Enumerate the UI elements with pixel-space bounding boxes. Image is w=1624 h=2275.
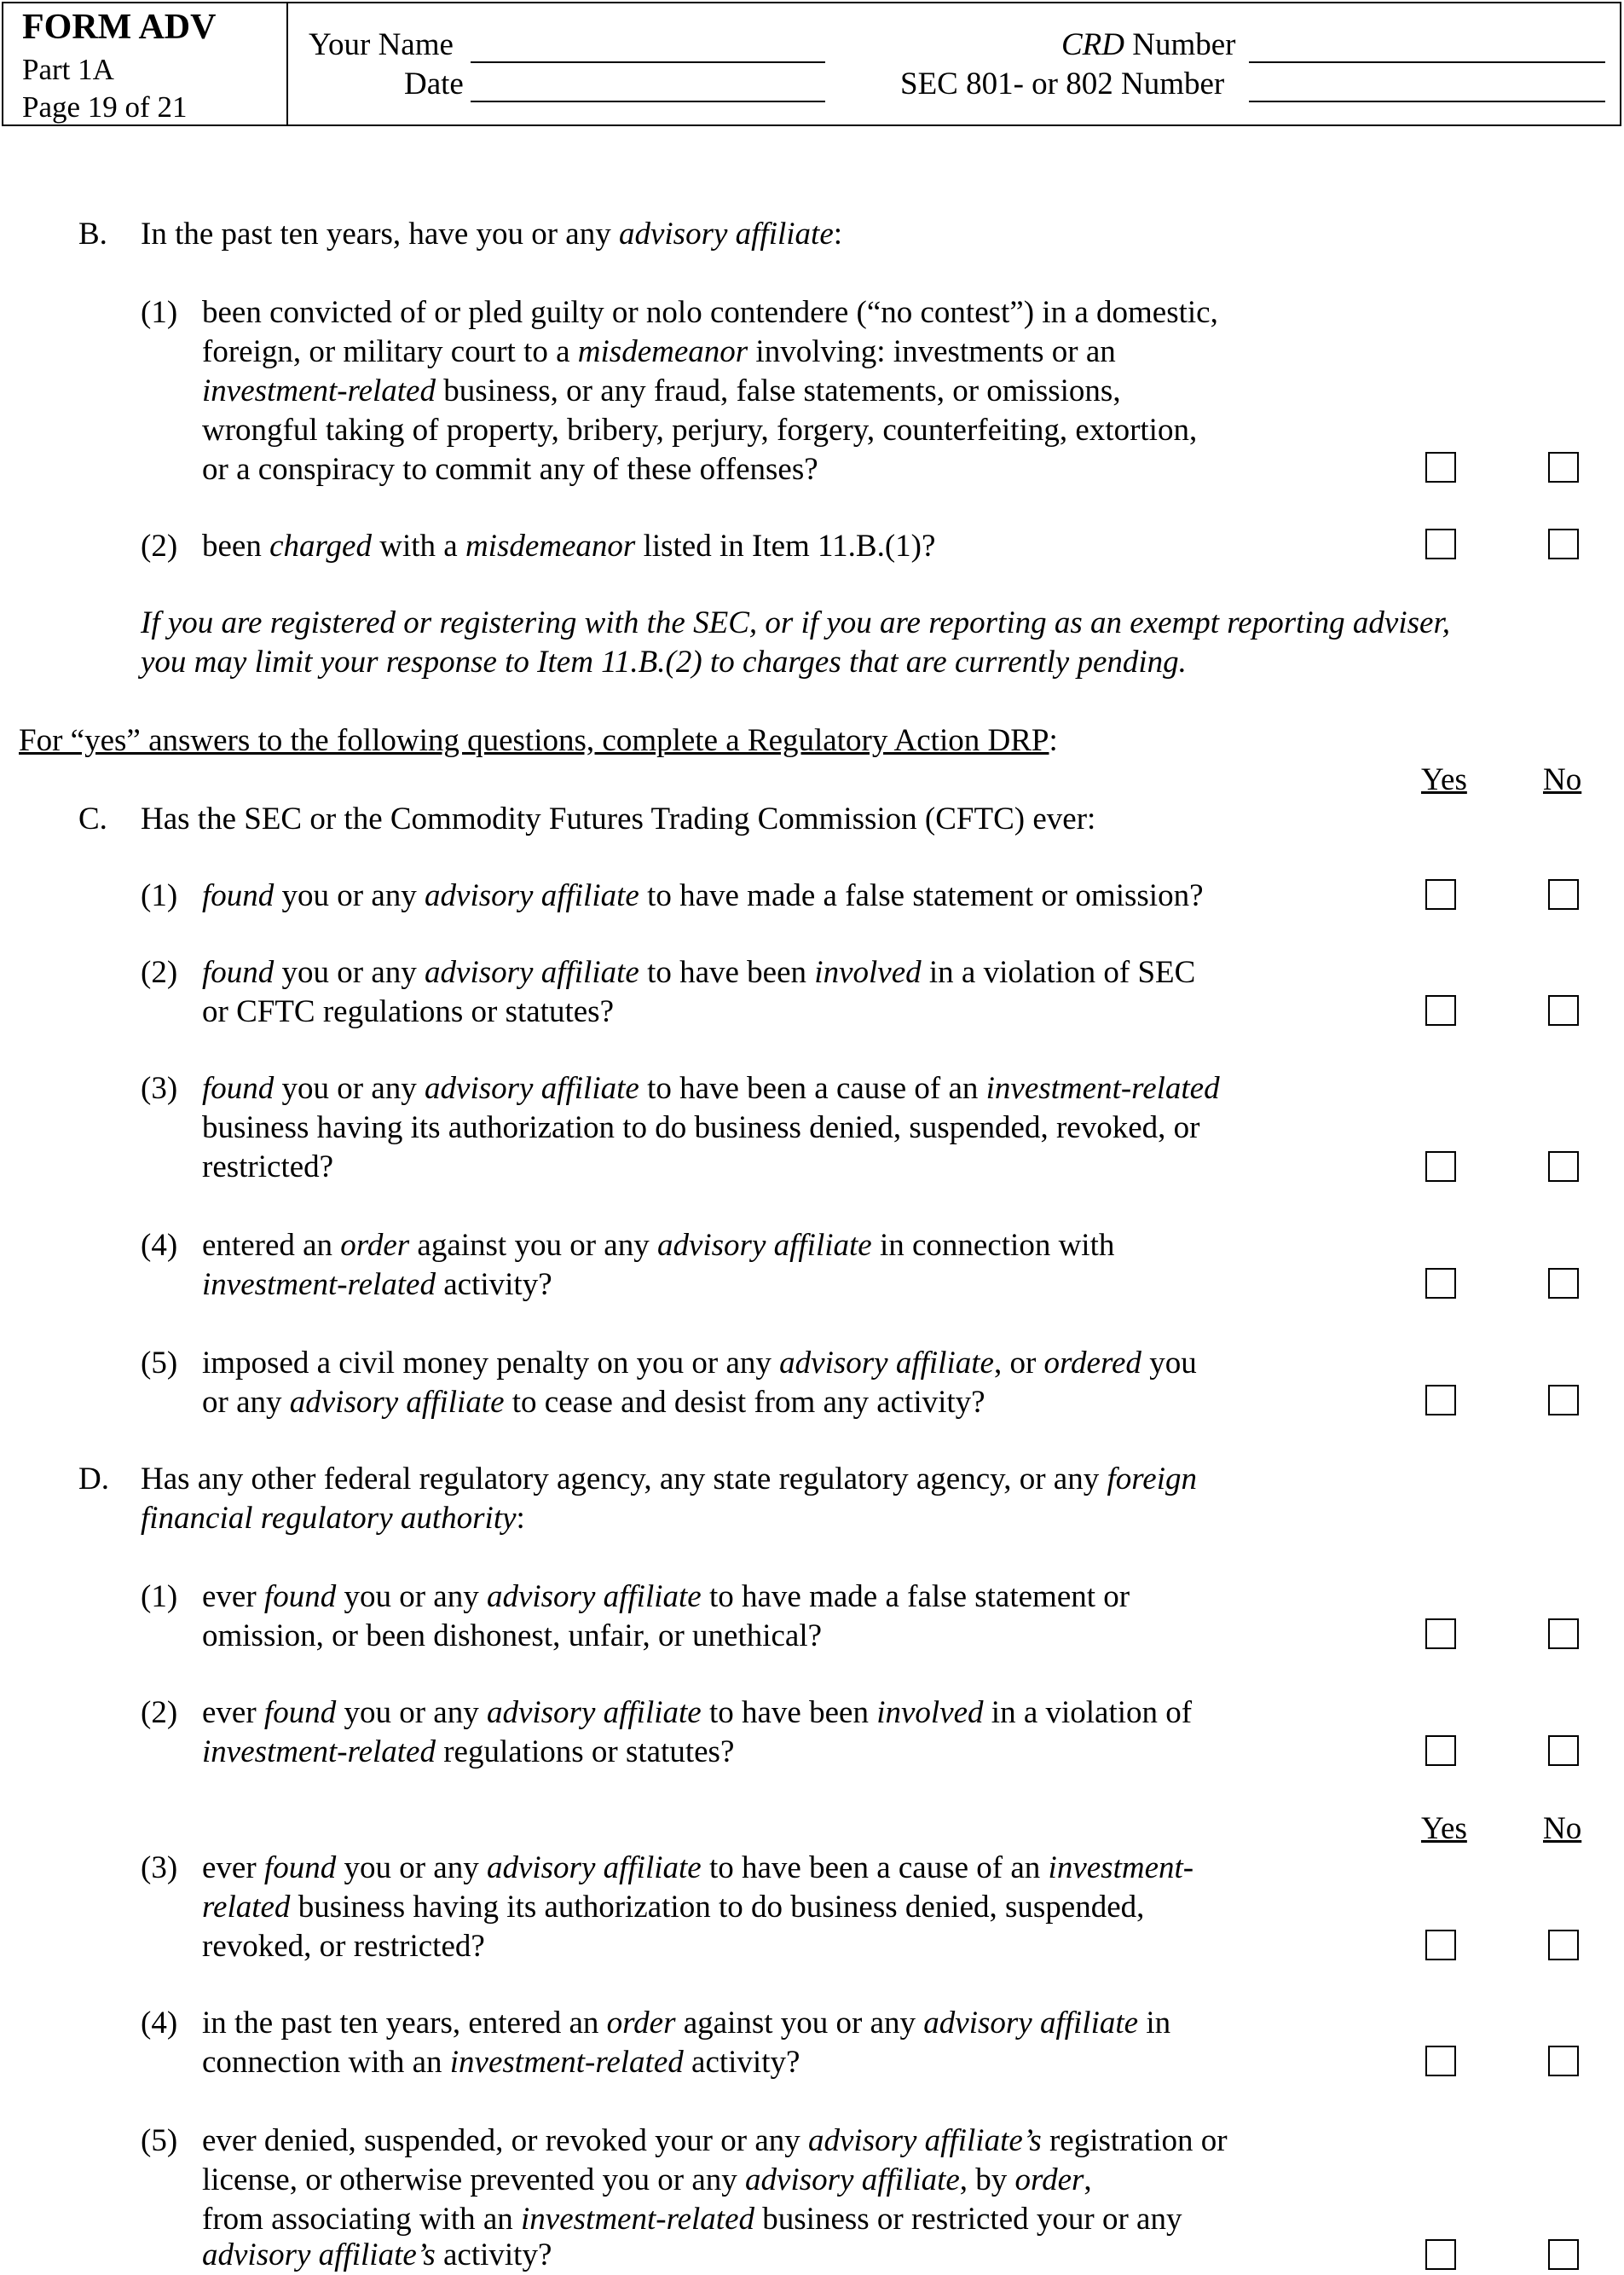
your-name-field[interactable]: [471, 61, 825, 63]
d4-no-checkbox[interactable]: [1548, 2046, 1579, 2076]
d1-number: (1): [141, 1579, 178, 1614]
d4-yes-checkbox[interactable]: [1425, 2046, 1456, 2076]
b2-no-checkbox[interactable]: [1548, 529, 1579, 559]
c4-no-checkbox[interactable]: [1548, 1268, 1579, 1299]
d5-line-1: ever denied, suspended, or revoked your or any advisory affiliate’s registration or: [202, 2123, 1228, 2158]
your-name-label: Your Name: [309, 27, 454, 62]
c1-line-1: found you or any advisory affiliate to have made a false statement or omission?: [202, 878, 1204, 913]
section-b-intro: In the past ten years, have you or any advisory affiliate:: [141, 217, 843, 252]
d2-number: (2): [141, 1695, 178, 1730]
section-c-letter: C.: [78, 802, 107, 836]
section-d-intro-line-1: Has any other federal regulatory agency, any state regulatory agency, or any foreign: [141, 1462, 1197, 1496]
d5-yes-checkbox[interactable]: [1425, 2239, 1456, 2270]
d5-number: (5): [141, 2123, 178, 2158]
crd-number-label: CRD Number: [1061, 27, 1236, 62]
c1-no-checkbox[interactable]: [1548, 879, 1579, 910]
d2-line-2: investment-related regulations or statutes?: [202, 1734, 735, 1769]
d4-line-2: connection with an investment-related activity?: [202, 2045, 800, 2080]
c3-yes-checkbox[interactable]: [1425, 1151, 1456, 1182]
c4-number: (4): [141, 1228, 178, 1263]
form-part: Part 1A: [22, 53, 114, 86]
d5-no-checkbox[interactable]: [1548, 2239, 1579, 2270]
d2-line-1: ever found you or any advisory affiliate to have been involved in a violation of: [202, 1695, 1193, 1730]
b-note-line-2: you may limit your response to Item 11.B.(2) to charges that are currently pending.: [141, 645, 1187, 680]
no-column-header-2: No: [1543, 1811, 1582, 1846]
d1-line-1: ever found you or any advisory affiliate to have made a false statement or: [202, 1579, 1130, 1614]
b2-yes-checkbox[interactable]: [1425, 529, 1456, 559]
b1-line-5: or a conspiracy to commit any of these offenses?: [202, 452, 818, 487]
d5-line-4: advisory affiliate’s activity?: [202, 2237, 552, 2272]
date-field[interactable]: [471, 101, 825, 102]
c5-line-2: or any advisory affiliate to cease and desist from any activity?: [202, 1385, 985, 1420]
d1-no-checkbox[interactable]: [1548, 1618, 1579, 1649]
d5-line-3: from associating with an investment-related business or restricted your or any: [202, 2202, 1182, 2237]
form-header: [2, 2, 1621, 126]
c1-number: (1): [141, 878, 178, 913]
d1-line-2: omission, or been dishonest, unfair, or unethical?: [202, 1618, 823, 1653]
d5-line-2: license, or otherwise prevented you or any advisory affiliate, by order,: [202, 2162, 1092, 2197]
c1-yes-checkbox[interactable]: [1425, 879, 1456, 910]
b2-line-1: been charged with a misdemeanor listed in Item 11.B.(1)?: [202, 529, 936, 564]
b-note-line-1: If you are registered or registering with the SEC, or if you are reporting as an exempt reporting adviser,: [141, 605, 1451, 640]
form-page-number: Page 19 of 21: [22, 90, 188, 124]
sec-number-label: SEC 801- or 802 Number: [900, 67, 1225, 101]
d3-yes-checkbox[interactable]: [1425, 1930, 1456, 1960]
yes-column-header: Yes: [1421, 762, 1467, 797]
d3-line-1: ever found you or any advisory affiliate to have been a cause of an investment-: [202, 1850, 1194, 1885]
b1-number: (1): [141, 295, 178, 330]
section-c-intro: Has the SEC or the Commodity Futures Trading Commission (CFTC) ever:: [141, 802, 1096, 836]
b1-yes-checkbox[interactable]: [1425, 452, 1456, 483]
crd-number-field[interactable]: [1249, 61, 1605, 63]
c4-line-1: entered an order against you or any advisory affiliate in connection with: [202, 1228, 1115, 1263]
drp-instruction: For “yes” answers to the following questions, complete a Regulatory Action DRP:: [19, 723, 1058, 758]
c2-line-1: found you or any advisory affiliate to have been involved in a violation of SEC: [202, 955, 1196, 990]
sec-number-field[interactable]: [1249, 101, 1605, 102]
c3-line-3: restricted?: [202, 1149, 334, 1184]
yes-column-header-2: Yes: [1421, 1811, 1467, 1846]
c5-yes-checkbox[interactable]: [1425, 1385, 1456, 1415]
c4-line-2: investment-related activity?: [202, 1267, 552, 1302]
c4-yes-checkbox[interactable]: [1425, 1268, 1456, 1299]
form-title: FORM ADV: [22, 8, 217, 47]
b2-number: (2): [141, 529, 178, 564]
b1-line-4: wrongful taking of property, bribery, perjury, forgery, counterfeiting, extortion,: [202, 413, 1198, 448]
d3-no-checkbox[interactable]: [1548, 1930, 1579, 1960]
c2-no-checkbox[interactable]: [1548, 995, 1579, 1026]
d4-line-1: in the past ten years, entered an order against you or any advisory affiliate in: [202, 2006, 1171, 2041]
section-d-letter: D.: [78, 1462, 109, 1496]
c3-line-2: business having its authorization to do business denied, suspended, revoked, or: [202, 1110, 1200, 1145]
c3-no-checkbox[interactable]: [1548, 1151, 1579, 1182]
form-id-box: [3, 3, 288, 124]
d4-number: (4): [141, 2006, 178, 2041]
d3-number: (3): [141, 1850, 178, 1885]
b1-line-1: been convicted of or pled guilty or nolo contendere (“no contest”) in a domestic,: [202, 295, 1218, 330]
d3-line-2: related business having its authorization to do business denied, suspended,: [202, 1890, 1145, 1925]
b1-line-2: foreign, or military court to a misdemeanor involving: investments or an: [202, 334, 1116, 369]
d1-yes-checkbox[interactable]: [1425, 1618, 1456, 1649]
c5-number: (5): [141, 1346, 178, 1381]
c2-line-2: or CFTC regulations or statutes?: [202, 994, 614, 1029]
c2-yes-checkbox[interactable]: [1425, 995, 1456, 1026]
date-label: Date: [404, 67, 464, 101]
c3-number: (3): [141, 1071, 178, 1106]
b1-no-checkbox[interactable]: [1548, 452, 1579, 483]
c3-line-1: found you or any advisory affiliate to have been a cause of an investment-related: [202, 1071, 1220, 1106]
section-d-intro-line-2: financial regulatory authority:: [141, 1501, 525, 1536]
b1-line-3: investment-related business, or any fraud, false statements, or omissions,: [202, 373, 1121, 408]
d2-yes-checkbox[interactable]: [1425, 1735, 1456, 1766]
c5-line-1: imposed a civil money penalty on you or any advisory affiliate, or ordered you: [202, 1346, 1197, 1381]
d2-no-checkbox[interactable]: [1548, 1735, 1579, 1766]
section-b-letter: B.: [78, 217, 107, 252]
c2-number: (2): [141, 955, 178, 990]
no-column-header: No: [1543, 762, 1582, 797]
c5-no-checkbox[interactable]: [1548, 1385, 1579, 1415]
d3-line-3: revoked, or restricted?: [202, 1929, 485, 1964]
